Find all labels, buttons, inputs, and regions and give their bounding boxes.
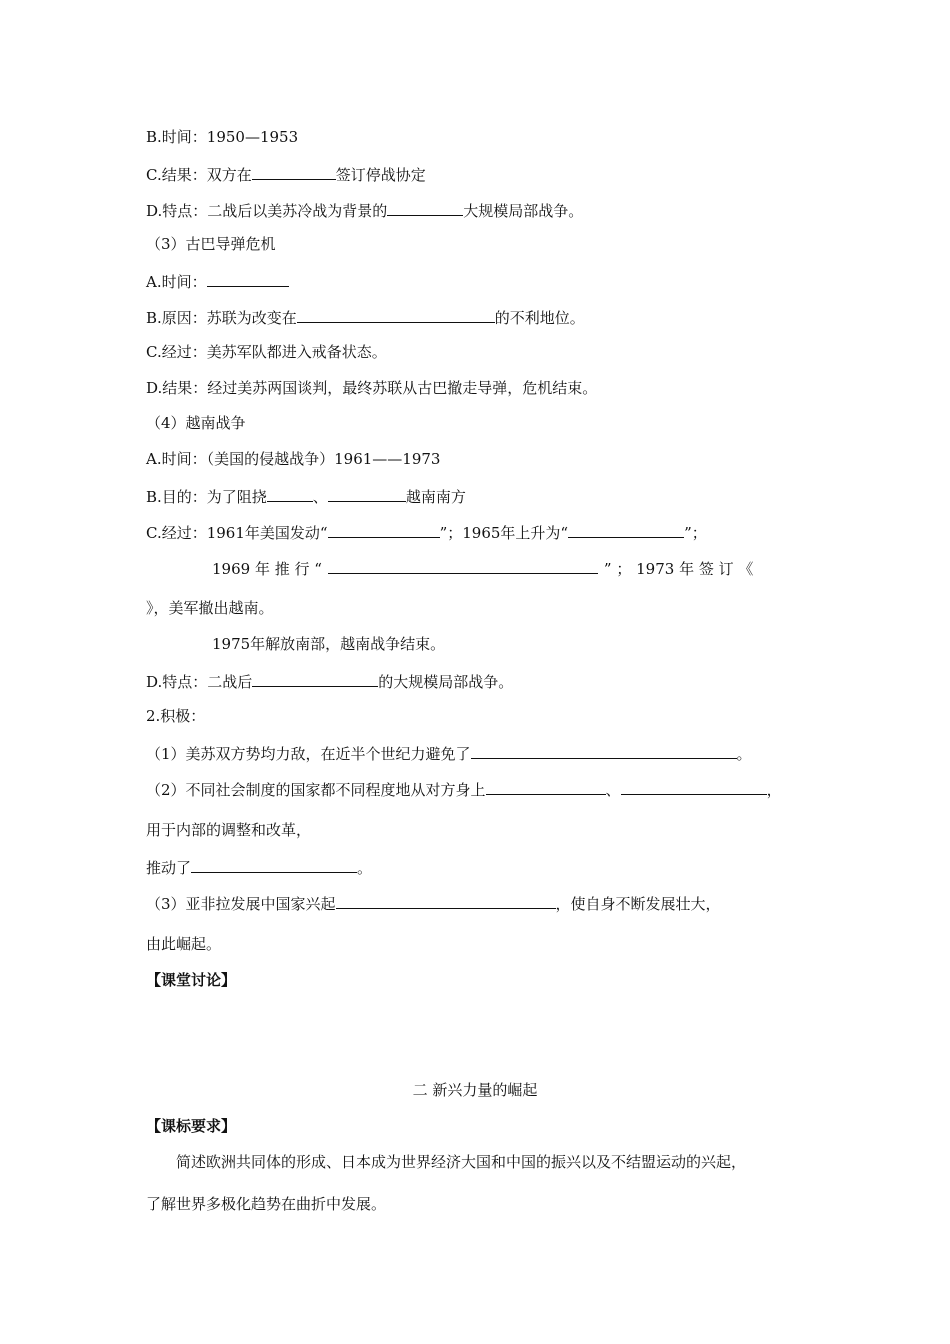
standard-text-2: 了解世界多极化趋势在曲折中发展。	[146, 1195, 387, 1213]
cuba-result-line: D.结果：经过美苏两国谈判，最终苏联从古巴撤走导弹，危机结束。	[146, 379, 598, 397]
vietnam-process-line: C.经过：1961年美国发动“ ”；1965年上升为“ ”；	[146, 521, 707, 543]
vietnam-feature-line: D.特点：二战后 的大规模局部战争。	[146, 670, 513, 692]
positive-2-line: （2）不同社会制度的国家都不同程度地从对方身上 、 ，	[146, 778, 782, 800]
fill-blank[interactable]	[252, 670, 378, 687]
cuba-time-line: A.时间：	[146, 270, 289, 292]
fill-blank[interactable]	[328, 485, 406, 502]
positive-title: 2.积极：	[146, 707, 206, 725]
positive-3-cont: 由此崛起。	[146, 935, 222, 953]
fill-blank[interactable]	[207, 270, 289, 287]
fill-blank[interactable]	[297, 306, 495, 323]
fill-blank[interactable]	[328, 557, 598, 574]
war-time-line: B.时间：1950—1953	[146, 128, 299, 146]
discussion-heading: 【课堂讨论】	[146, 971, 237, 989]
cuba-title: （3）古巴导弹危机	[146, 235, 276, 253]
fill-blank[interactable]	[621, 778, 767, 795]
vietnam-1973-line: 》，美军撤出越南。	[146, 599, 274, 617]
vietnam-goal-line: B.目的：为了阻挠 、 越南南方	[146, 485, 466, 507]
standard-text-1: 简述欧洲共同体的形成、日本成为世界经济大国和中国的振兴以及不结盟运动的兴起，	[176, 1153, 747, 1171]
fill-blank[interactable]	[252, 163, 336, 180]
cuba-process-line: C.经过：美苏军队都进入戒备状态。	[146, 343, 387, 361]
vietnam-time-line: A.时间：（美国的侵越战争）1961——1973	[146, 450, 441, 468]
positive-1-line: （1）美苏双方势均力敌，在近半个世纪力避免了 。	[146, 742, 752, 764]
standard-heading: 【课标要求】	[146, 1117, 237, 1135]
war-result-line: C.结果：双方在 签订停战协定	[146, 163, 426, 185]
fill-blank[interactable]	[471, 742, 737, 759]
positive-2-cont: 用于内部的调整和改革，	[146, 821, 312, 839]
section-title: 二 新兴力量的崛起	[412, 1081, 538, 1099]
fill-blank[interactable]	[191, 856, 357, 873]
cuba-reason-line: B.原因：苏联为改变在 的不利地位。	[146, 306, 585, 328]
vietnam-title: （4）越南战争	[146, 414, 246, 432]
vietnam-1975-line: 1975年解放南部，越南战争结束。	[212, 635, 446, 653]
war-feature-line: D.特点：二战后以美苏冷战为背景的 大规模局部战争。	[146, 199, 583, 221]
fill-blank[interactable]	[486, 778, 606, 795]
fill-blank[interactable]	[336, 892, 556, 909]
fill-blank[interactable]	[387, 199, 463, 216]
fill-blank[interactable]	[328, 521, 440, 538]
vietnam-1969-line: 1969 年 推 行 “ ” ； 1973 年 签 订 《	[212, 557, 753, 579]
fill-blank[interactable]	[267, 485, 313, 502]
positive-3-line: （3）亚非拉发展中国家兴起 ，使自身不断发展壮大，	[146, 892, 721, 914]
positive-2-end: 推动了 。	[146, 856, 372, 878]
fill-blank[interactable]	[568, 521, 684, 538]
